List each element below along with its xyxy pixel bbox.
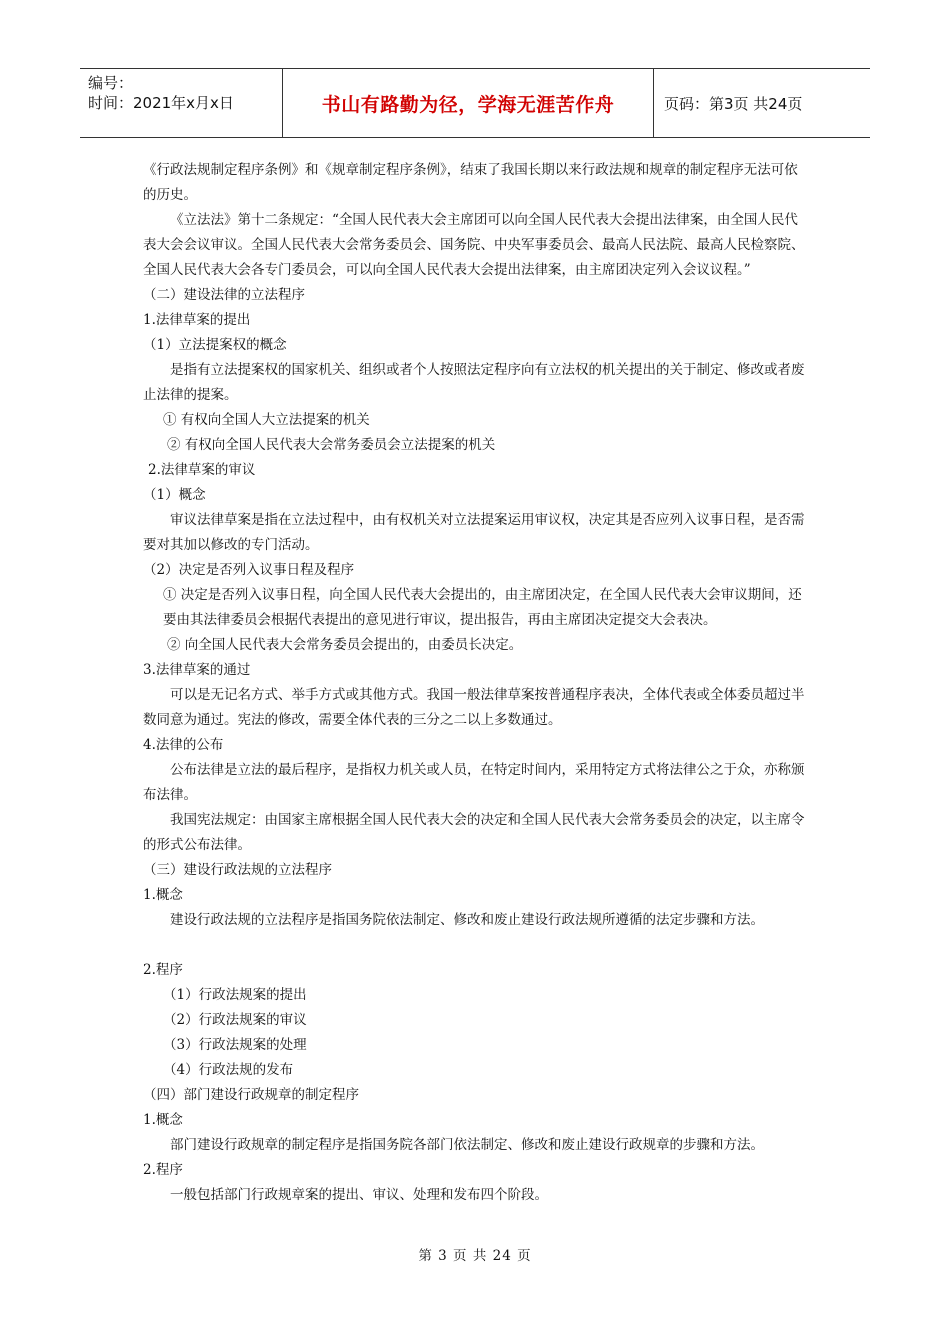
paragraph: 我国宪法规定：由国家主席根据全国人民代表大会的决定和全国人民代表大会常务委员会的决定，以主席令的形式公布法律。 bbox=[143, 812, 805, 853]
list-item: ① 决定是否列入议事日程，向全国人民代表大会提出的，由主席团决定，在全国人民代表大会审议期间，还要由其法律委员会根据代表提出的意见进行审议，提出报告，再由主席团决定提交大会表决。 bbox=[163, 587, 802, 628]
subsection-heading: 1.概念 bbox=[143, 1112, 183, 1128]
section-heading: （三）建设行政法规的立法程序 bbox=[143, 862, 332, 878]
list-item: （3）行政法规案的处理 bbox=[163, 1037, 307, 1053]
page-header bbox=[80, 68, 870, 138]
header-motto: 书山有路勤为径，学海无涯苦作舟 bbox=[282, 69, 654, 137]
header-page-info: 页码：第3页 共24页 bbox=[664, 94, 803, 113]
list-item: ② 向全国人民代表大会常务委员会提出的，由委员长决定。 bbox=[167, 637, 523, 653]
subsection-heading: 3.法律草案的通过 bbox=[143, 662, 251, 678]
paragraph: 可以是无记名方式、举手方式或其他方式。我国一般法律草案按普通程序表决，全体代表或全体委员超过半数同意为通过。宪法的修改，需要全体代表的三分之二以上多数通过。 bbox=[143, 687, 805, 728]
document-body bbox=[143, 158, 808, 1208]
paragraph: 公布法律是立法的最后程序，是指权力机关或人员，在特定时间内，采用特定方式将法律公之于众，亦称颁布法律。 bbox=[143, 762, 805, 803]
paragraph: 一般包括部门行政规章案的提出、审议、处理和发布四个阶段。 bbox=[170, 1187, 548, 1203]
paragraph: 审议法律草案是指在立法过程中，由有权机关对立法提案运用审议权，决定其是否应列入议事日程，是否需要对其加以修改的专门活动。 bbox=[143, 512, 805, 553]
subsection-heading: 4.法律的公布 bbox=[143, 737, 224, 753]
item-heading: （1）概念 bbox=[143, 487, 206, 503]
paragraph: 《行政法规制定程序条例》和《规章制定程序条例》，结束了我国长期以来行政法规和规章的制定程序无法可依的历史。 bbox=[143, 162, 798, 203]
list-item: （1）行政法规案的提出 bbox=[163, 987, 307, 1003]
item-heading: （2）决定是否列入议事日程及程序 bbox=[143, 562, 355, 578]
spacer bbox=[143, 933, 808, 958]
document-number-label: 编号： bbox=[88, 74, 134, 92]
subsection-heading: 1.法律草案的提出 bbox=[143, 312, 251, 328]
list-item: （4）行政法规的发布 bbox=[163, 1062, 294, 1078]
paragraph: 建设行政法规的立法程序是指国务院依法制定、修改和废止建设行政法规所遵循的法定步骤和方法。 bbox=[170, 912, 764, 928]
section-heading: （四）部门建设行政规章的制定程序 bbox=[143, 1087, 359, 1103]
subsection-heading: 1.概念 bbox=[143, 887, 183, 903]
item-heading: （1）立法提案权的概念 bbox=[143, 337, 287, 353]
list-item: ① 有权向全国人大立法提案的机关 bbox=[163, 412, 370, 428]
subsection-heading: 2.程序 bbox=[143, 962, 183, 978]
subsection-heading: 2.法律草案的审议 bbox=[148, 462, 256, 478]
subsection-heading: 2.程序 bbox=[143, 1162, 183, 1178]
paragraph: 是指有立法提案权的国家机关、组织或者个人按照法定程序向有立法权的机关提出的关于制定、修改或者废止法律的提案。 bbox=[143, 362, 805, 403]
paragraph: 《立法法》第十二条规定：“全国人民代表大会主席团可以向全国人民代表大会提出法律案，由全国人民代表大会会议审议。全国人民代表大会常务委员会、国务院、中央军事委员会、最高人民法院、最高人民检察院、全国人民代表大会各专门委员会，可以向全国人民代表大会提出法律案，由主席团决定列入会议议程。” bbox=[143, 212, 805, 278]
header-meta bbox=[80, 69, 282, 137]
section-heading: （二）建设法律的立法程序 bbox=[143, 287, 305, 303]
list-item: ② 有权向全国人民代表大会常务委员会立法提案的机关 bbox=[167, 437, 496, 453]
page-footer: 第 3 页 共 24 页 bbox=[418, 1248, 532, 1264]
paragraph: 部门建设行政规章的制定程序是指国务院各部门依法制定、修改和废止建设行政规章的步骤和方法。 bbox=[170, 1137, 764, 1153]
document-date: 时间：2021年x月x日 bbox=[88, 94, 234, 112]
list-item: （2）行政法规案的审议 bbox=[163, 1012, 307, 1028]
